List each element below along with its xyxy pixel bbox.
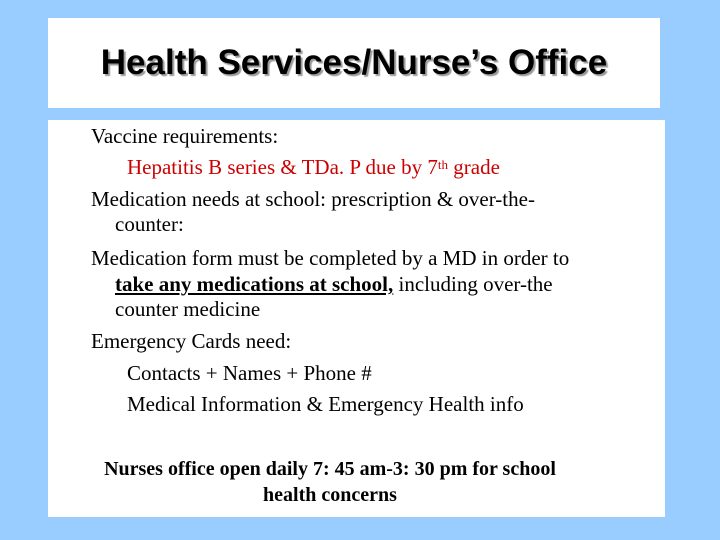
medication-form-line1: Medication form must be completed by a MD in order to xyxy=(91,246,570,270)
office-hours-line1: Nurses office open daily 7: 45 am-3: 30 pm for school xyxy=(104,458,556,480)
emergency-item-medical: Medical Information & Emergency Health info xyxy=(127,392,524,416)
medication-form-line2 xyxy=(115,271,553,297)
medication-emphasis: take any medications at school, xyxy=(115,272,394,296)
vaccine-detail xyxy=(127,154,500,180)
medication-needs-line2: counter: xyxy=(115,212,184,236)
emergency-item-contacts: Contacts + Names + Phone # xyxy=(127,361,372,385)
emergency-heading: Emergency Cards need: xyxy=(91,329,292,353)
medication-form-rest: including over-the xyxy=(393,272,553,296)
slide-title: Health Services/Nurse’s Office xyxy=(100,43,608,82)
office-hours-line2: health concerns xyxy=(263,484,397,506)
vaccine-detail-suffix: grade xyxy=(448,155,500,179)
vaccine-detail-text: Hepatitis B series & TDa. P due by 7 xyxy=(127,155,438,179)
medication-form-line3: counter medicine xyxy=(115,297,261,321)
vaccine-detail-superscript: th xyxy=(437,157,449,172)
title-box xyxy=(48,18,660,108)
medication-needs-line1: Medication needs at school: prescription & over-the- xyxy=(91,187,535,211)
vaccine-heading: Vaccine requirements: xyxy=(91,124,279,148)
